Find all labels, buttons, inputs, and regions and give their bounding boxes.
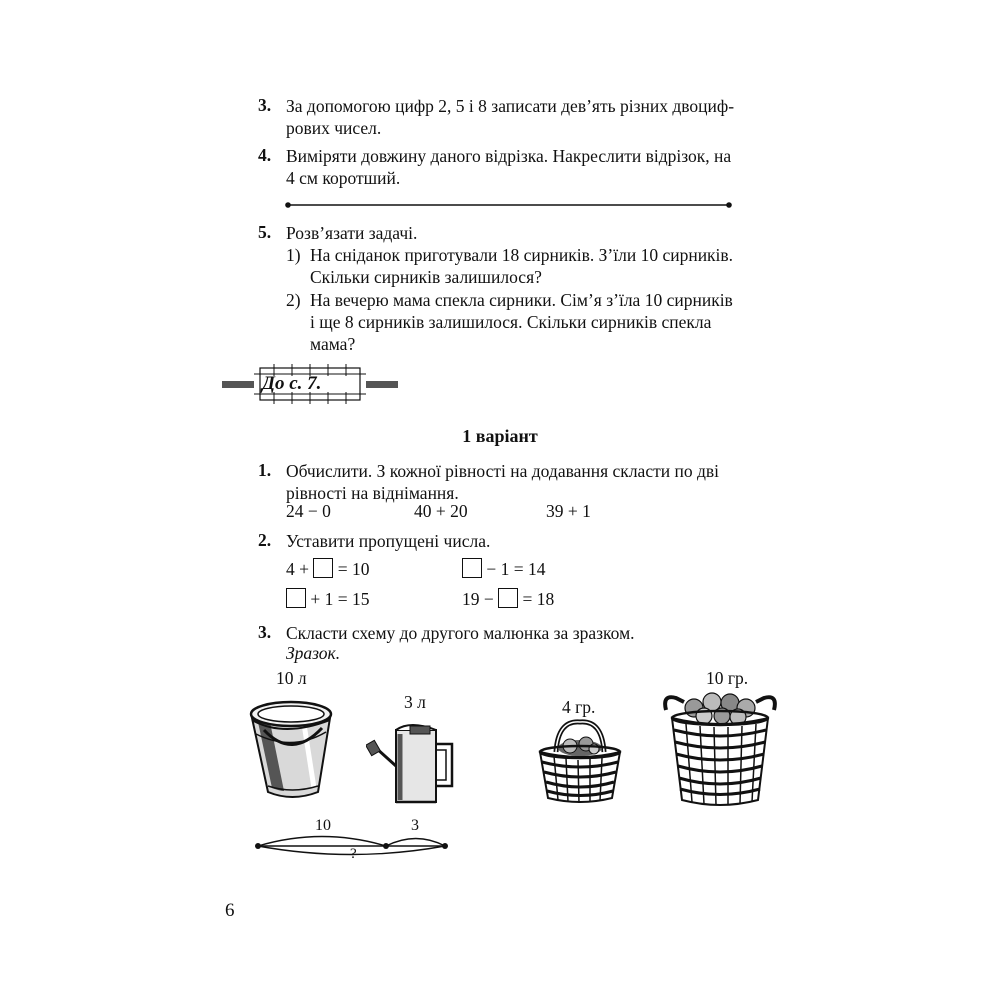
bucket-picture	[244, 690, 340, 805]
variant-title: 1 варіант	[462, 426, 538, 446]
v-task-3-title: Скласти схему до другого малюнка за зразком.	[286, 623, 635, 643]
scheme-part-b: 3	[411, 817, 419, 834]
v-task-1-line1: Обчислити. З кожної рівності на додавання скласти по дві	[286, 461, 719, 481]
eq3-right: + 1 = 15	[310, 589, 370, 609]
task-4-number: 4.	[258, 145, 272, 165]
expr-1: 24 − 0	[286, 501, 331, 521]
small-basket-label: 4 гр.	[562, 697, 596, 717]
big-basket-label: 10 гр.	[706, 668, 749, 688]
task-5-1-label: 1)	[286, 245, 301, 265]
task-3-line2: рових чисел.	[286, 118, 382, 138]
small-basket-picture	[532, 716, 628, 806]
task-3-line1: За допомогою цифр 2, 5 і 8 записати дев’ять різних двоциф-	[286, 96, 735, 116]
blank-box[interactable]	[313, 558, 333, 578]
task-5-number: 5.	[258, 222, 272, 242]
scheme-part-a: 10	[315, 817, 331, 834]
task-4-line2: 4 см коротший.	[286, 168, 401, 188]
big-basket-picture	[662, 688, 778, 810]
sample-label: Зразок.	[286, 643, 341, 663]
v-task-2-number: 2.	[258, 530, 272, 550]
v-task-2-title: Уставити пропущені числа.	[286, 531, 491, 551]
equation-3	[286, 588, 370, 610]
can-label: 3 л	[404, 692, 426, 712]
task-5-1-line2: Скільки сирників залишилося?	[310, 267, 542, 287]
page-number: 6	[225, 900, 235, 921]
watering-can-picture	[366, 716, 461, 808]
expr-3: 39 + 1	[546, 501, 591, 521]
blank-box[interactable]	[462, 558, 482, 578]
v-task-1-line2: рівності на віднімання.	[286, 483, 459, 503]
blank-box[interactable]	[498, 588, 518, 608]
v-task-3-number: 3.	[258, 622, 272, 642]
task-3-number: 3.	[258, 95, 272, 115]
eq2-right: − 1 = 14	[486, 559, 546, 579]
task-5-title: Розв’язати задачі.	[286, 223, 418, 243]
task-5-2-label: 2)	[286, 290, 301, 310]
eq1-left: 4 +	[286, 559, 309, 579]
equation-4	[462, 588, 554, 610]
expr-2: 40 + 20	[414, 501, 468, 521]
equation-1	[286, 558, 370, 580]
task-4-line1: Виміряти довжину даного відрізка. Накреслити відрізок, на	[286, 146, 732, 166]
eq1-right: = 10	[337, 559, 370, 579]
task-5-2-line2: і ще 8 сирників залишилося. Скільки сирників спекла	[310, 312, 712, 332]
v-task-1-number: 1.	[258, 460, 272, 480]
scheme-total: ?	[350, 846, 357, 862]
section-marker-label: До с. 7.	[262, 373, 322, 394]
equation-2	[462, 558, 546, 580]
eq4-right: = 18	[522, 589, 555, 609]
blank-box[interactable]	[286, 588, 306, 608]
task-5-2-line3: мама?	[310, 334, 356, 354]
task-5-2-line1: На вечерю мама спекла сирники. Сім’я з’їла 10 сирників	[310, 290, 733, 310]
task-5-1-line1: На сніданок приготували 18 сирників. З’їли 10 сирників.	[310, 245, 734, 265]
measure-segment	[280, 198, 740, 212]
bucket-label: 10 л	[276, 668, 307, 688]
eq4-left: 19 −	[462, 589, 494, 609]
